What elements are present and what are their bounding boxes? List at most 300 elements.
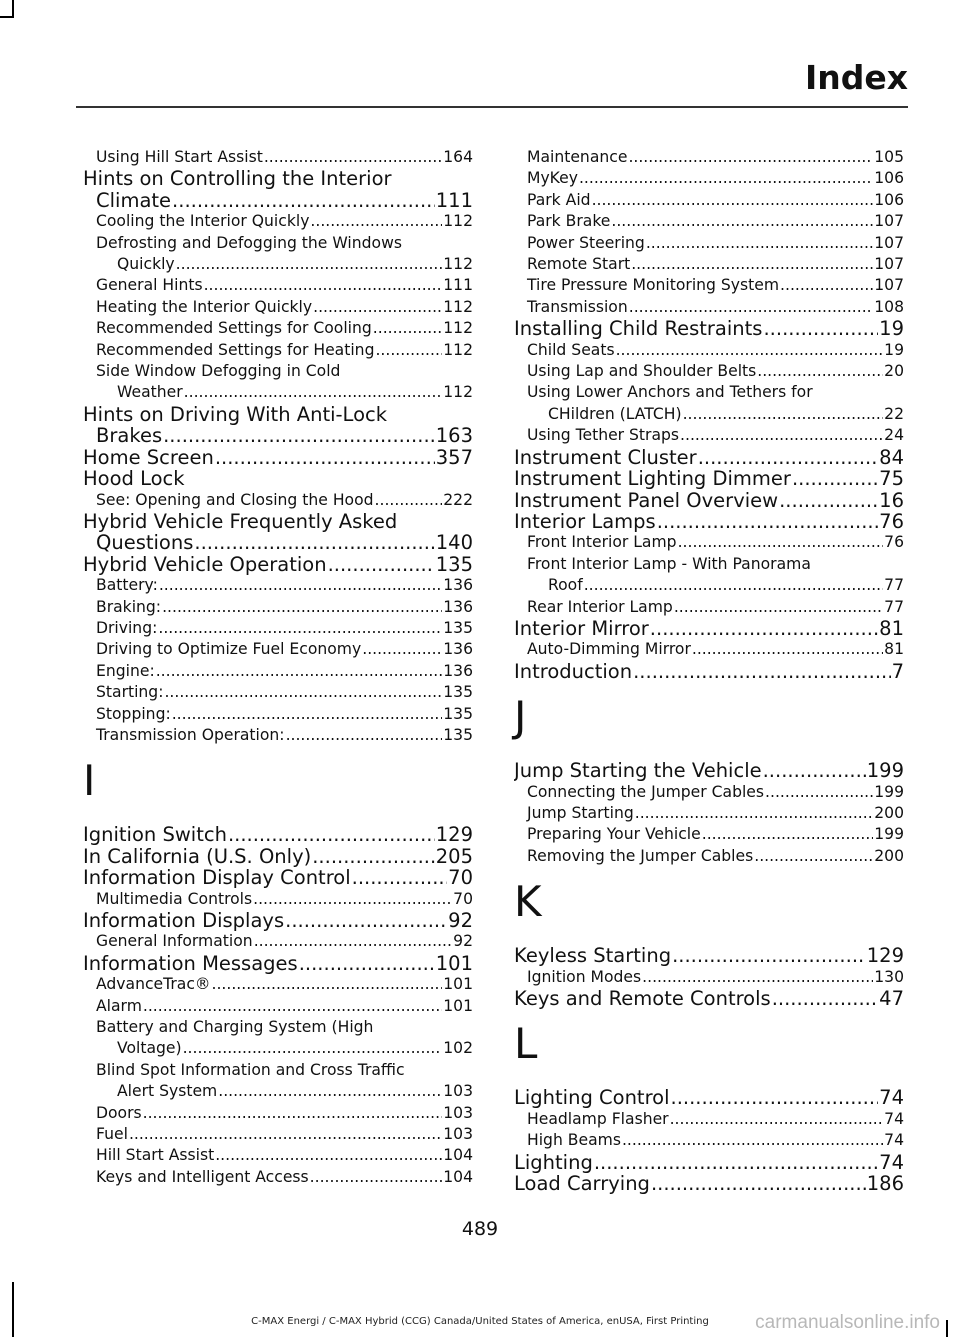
dot-leader xyxy=(629,297,874,318)
index-subentry[interactable] xyxy=(83,1145,473,1166)
entry-title: Hill Start Assist xyxy=(96,1146,215,1165)
entry-title: Load Carrying xyxy=(514,1173,650,1195)
dot-leader xyxy=(310,1167,443,1188)
entry-title: Front Interior Lamp xyxy=(527,533,677,552)
entry-title: Climate xyxy=(96,189,172,212)
entry-page-number: 199 xyxy=(874,782,904,801)
dot-leader xyxy=(631,254,873,275)
index-subentry[interactable] xyxy=(514,404,904,425)
page-number: 489 xyxy=(461,1218,499,1240)
index-subentry-heading: Front Interior Lamp - With Panorama xyxy=(527,554,811,573)
entry-title: Heating the Interior Quickly xyxy=(96,297,313,316)
entry-page-number: 107 xyxy=(874,212,904,231)
entry-page-number: 129 xyxy=(866,945,904,967)
entry-title: Instrument Cluster xyxy=(514,446,697,469)
entry-page-number: 205 xyxy=(435,845,473,868)
entry-title: Weather xyxy=(117,383,183,402)
dot-leader xyxy=(129,1124,442,1145)
index-subentry[interactable] xyxy=(83,382,473,403)
index-subentry[interactable] xyxy=(83,682,473,703)
dot-leader xyxy=(264,147,442,168)
dot-leader xyxy=(299,953,435,974)
dot-leader xyxy=(584,575,883,596)
entry-title: Quickly xyxy=(117,255,175,274)
index-subentry[interactable] xyxy=(514,297,904,318)
entry-page-number: 140 xyxy=(435,532,473,554)
index-subentry[interactable] xyxy=(83,1103,473,1124)
entry-title: Voltage) xyxy=(117,1039,182,1058)
dot-leader xyxy=(159,575,442,596)
index-subentry[interactable] xyxy=(514,575,904,596)
index-entry[interactable] xyxy=(514,511,904,532)
index-subentry[interactable] xyxy=(514,846,904,867)
dot-leader xyxy=(702,824,873,845)
index-letter-heading: I xyxy=(83,756,96,806)
index-subentry[interactable] xyxy=(514,340,904,361)
entry-title: Park Brake xyxy=(527,212,611,231)
entry-page-number: 81 xyxy=(879,617,904,640)
entry-title: Interior Mirror xyxy=(514,617,649,640)
entry-page-number: 135 xyxy=(443,618,473,637)
entry-title: Alert System xyxy=(117,1082,218,1101)
entry-page-number: 22 xyxy=(884,404,904,423)
dot-leader xyxy=(754,846,873,867)
dot-leader xyxy=(312,846,435,867)
entry-title: Interior Lamps xyxy=(514,510,656,533)
index-subentry-heading: Blind Spot Information and Cross Traffic xyxy=(96,1060,405,1079)
entry-title: Engine: xyxy=(96,661,155,680)
entry-page-number: 107 xyxy=(874,255,904,274)
index-subentry[interactable] xyxy=(514,967,904,988)
entry-page-number: 103 xyxy=(443,1125,473,1144)
dot-leader xyxy=(254,931,452,952)
entry-page-number: 164 xyxy=(443,148,473,166)
entry-title: Cooling the Interior Quickly xyxy=(96,212,310,231)
dot-leader xyxy=(628,147,873,168)
entry-page-number: 135 xyxy=(435,553,473,576)
entry-page-number: 130 xyxy=(874,967,904,986)
entry-page-number: 7 xyxy=(891,660,904,683)
entry-page-number: 357 xyxy=(435,446,473,469)
entry-page-number: 74 xyxy=(879,1151,904,1174)
index-entry[interactable] xyxy=(83,554,473,575)
entry-page-number: 101 xyxy=(443,996,473,1015)
dot-leader xyxy=(678,532,884,553)
dot-leader xyxy=(194,532,434,553)
dot-leader xyxy=(672,945,866,966)
entry-page-number: 106 xyxy=(874,190,904,209)
index-entry[interactable] xyxy=(514,447,904,468)
dot-leader xyxy=(650,618,878,639)
entry-page-number: 136 xyxy=(443,597,473,616)
dot-leader xyxy=(698,447,878,468)
dot-leader xyxy=(692,639,883,660)
entry-page-number: 81 xyxy=(884,640,904,659)
index-subentry[interactable] xyxy=(514,824,904,845)
index-subentry[interactable] xyxy=(514,211,904,232)
entry-page-number: 222 xyxy=(443,490,473,509)
entry-title: Information Displays xyxy=(83,910,285,932)
entry-page-number: 77 xyxy=(884,576,904,595)
dot-leader xyxy=(163,425,435,446)
entry-page-number: 19 xyxy=(884,340,904,359)
entry-page-number: 200 xyxy=(874,846,904,865)
entry-title: High Beams xyxy=(527,1131,621,1150)
entry-title: Information Display Control xyxy=(83,867,351,889)
entry-page-number: 199 xyxy=(874,825,904,844)
dot-leader xyxy=(635,803,873,824)
index-column-right xyxy=(514,147,904,1194)
dot-leader xyxy=(375,340,442,361)
entry-title: Introduction xyxy=(514,660,633,683)
entry-page-number: 108 xyxy=(874,297,904,316)
dot-leader xyxy=(375,490,443,511)
dot-leader xyxy=(162,597,442,618)
entry-title: Battery: xyxy=(96,576,158,595)
crop-mark xyxy=(12,1282,14,1337)
entry-title: Multimedia Controls xyxy=(96,889,253,908)
index-subentry[interactable] xyxy=(83,974,473,995)
index-subentry[interactable] xyxy=(83,297,473,318)
dot-leader xyxy=(313,297,442,318)
entry-title: Braking: xyxy=(96,597,162,616)
index-letter-heading: L xyxy=(514,1019,538,1069)
dot-leader xyxy=(176,254,443,275)
entry-title: Remote Start xyxy=(527,255,631,274)
dot-leader xyxy=(164,682,442,703)
entry-title: Using Hill Start Assist xyxy=(96,148,263,166)
dot-leader xyxy=(218,1081,442,1102)
index-subentry-heading: Battery and Charging System (High xyxy=(96,1018,374,1037)
index-subentry-heading: Using Lower Anchors and Tethers for xyxy=(527,383,813,402)
entry-title: Fuel xyxy=(96,1125,128,1144)
dot-leader xyxy=(285,910,447,931)
dot-leader xyxy=(651,1173,866,1194)
watermark: carmanualsonline.info xyxy=(755,1312,940,1333)
dot-leader xyxy=(633,661,890,682)
dot-leader xyxy=(674,597,883,618)
entry-page-number: 74 xyxy=(884,1131,904,1150)
entry-page-number: 70 xyxy=(448,867,473,889)
entry-title: Transmission xyxy=(527,297,628,316)
entry-page-number: 129 xyxy=(435,824,473,846)
entry-page-number: 104 xyxy=(443,1167,473,1186)
entry-page-number: 76 xyxy=(879,510,904,533)
entry-page-number: 101 xyxy=(443,975,473,994)
index-entry[interactable] xyxy=(83,447,473,468)
entry-title: AdvanceTrac® xyxy=(96,975,211,994)
index-entry[interactable] xyxy=(83,190,473,211)
index-entry-heading: Hints on Driving With Anti-Lock xyxy=(83,402,388,426)
entry-title: CHildren (LATCH) xyxy=(548,404,682,423)
entry-title: Auto-Dimming Mirror xyxy=(527,640,691,659)
entry-title: Installing Child Restraints xyxy=(514,318,763,340)
dot-leader xyxy=(215,1145,442,1166)
index-subentry[interactable] xyxy=(83,661,473,682)
dot-leader xyxy=(616,340,884,361)
entry-title: Recommended Settings for Cooling xyxy=(96,319,372,338)
index-subentry[interactable] xyxy=(83,575,473,596)
entry-title: MyKey xyxy=(527,169,578,188)
entry-page-number: 107 xyxy=(874,276,904,295)
index-entry[interactable] xyxy=(514,1087,904,1108)
entry-page-number: 111 xyxy=(443,276,473,295)
index-subentry[interactable] xyxy=(514,275,904,296)
index-subentry[interactable] xyxy=(83,275,473,296)
entry-page-number: 186 xyxy=(866,1173,904,1195)
dot-leader xyxy=(212,974,443,995)
entry-title: Brakes xyxy=(96,425,163,447)
dot-leader xyxy=(780,275,873,296)
entry-page-number: 20 xyxy=(884,362,904,381)
dot-leader xyxy=(310,211,442,232)
entry-title: Driving: xyxy=(96,618,158,637)
entry-title: Home Screen xyxy=(83,446,214,469)
dot-leader xyxy=(579,168,873,189)
dot-leader xyxy=(772,988,878,1009)
index-entry[interactable] xyxy=(514,468,904,489)
entry-page-number: 74 xyxy=(879,1087,904,1109)
entry-title: Keyless Starting xyxy=(514,945,672,967)
index-entry-heading: Hybrid Vehicle Frequently Asked xyxy=(83,509,398,533)
index-subentry[interactable] xyxy=(83,889,473,910)
entry-title: Doors xyxy=(96,1103,142,1122)
entry-page-number: 136 xyxy=(443,661,473,680)
entry-title: Roof xyxy=(548,576,583,595)
entry-title: Tire Pressure Monitoring System xyxy=(527,276,780,295)
entry-page-number: 84 xyxy=(879,446,904,469)
entry-page-number: 75 xyxy=(879,468,904,490)
index-entry[interactable] xyxy=(514,318,904,339)
dot-leader xyxy=(622,1130,883,1151)
entry-title: Stopping: xyxy=(96,704,171,723)
entry-page-number: 112 xyxy=(443,383,473,402)
dot-leader xyxy=(594,1152,878,1173)
entry-title: Child Seats xyxy=(527,340,615,359)
index-subentry[interactable] xyxy=(83,931,473,952)
entry-page-number: 136 xyxy=(443,640,473,659)
index-entry[interactable] xyxy=(83,953,473,974)
dot-leader xyxy=(143,996,442,1017)
index-subentry[interactable] xyxy=(83,996,473,1017)
index-subentry[interactable] xyxy=(83,318,473,339)
entry-page-number: 103 xyxy=(443,1103,473,1122)
entry-title: Lighting xyxy=(514,1151,593,1174)
entry-page-number: 103 xyxy=(443,1082,473,1101)
entry-title: General Hints xyxy=(96,276,203,295)
entry-title: Park Aid xyxy=(527,190,591,209)
index-entry[interactable] xyxy=(514,490,904,511)
dot-leader xyxy=(373,318,442,339)
dot-leader xyxy=(765,782,873,803)
index-subentry[interactable] xyxy=(514,361,904,382)
entry-page-number: 101 xyxy=(435,952,473,975)
index-subentry[interactable] xyxy=(83,597,473,618)
entry-page-number: 74 xyxy=(884,1109,904,1128)
index-entry[interactable] xyxy=(83,867,473,888)
index-subentry-heading: Defrosting and Defogging the Windows xyxy=(96,233,402,252)
entry-page-number: 112 xyxy=(443,340,473,359)
index-subentry[interactable] xyxy=(83,725,473,746)
entry-title: Hybrid Vehicle Operation xyxy=(83,553,327,576)
dot-leader xyxy=(779,490,878,511)
dot-leader xyxy=(592,190,874,211)
index-entry[interactable] xyxy=(83,425,473,446)
entry-title: Keys and Remote Controls xyxy=(514,988,771,1010)
dot-leader xyxy=(642,967,873,988)
index-column-left xyxy=(83,147,473,1188)
entry-title: Jump Starting the Vehicle xyxy=(514,760,762,782)
entry-page-number: 107 xyxy=(874,233,904,252)
index-entry[interactable] xyxy=(514,1173,904,1194)
entry-title: Using Lap and Shoulder Belts xyxy=(527,362,757,381)
index-subentry-heading: Side Window Defogging in Cold xyxy=(96,362,341,381)
dot-leader xyxy=(611,211,873,232)
index-subentry[interactable] xyxy=(514,639,904,660)
index-subentry[interactable] xyxy=(83,211,473,232)
entry-title: See: Opening and Closing the Hood xyxy=(96,490,374,509)
dot-leader xyxy=(172,190,435,211)
entry-title: Maintenance xyxy=(527,148,628,166)
index-subentry[interactable] xyxy=(83,1038,473,1059)
entry-page-number: 92 xyxy=(453,932,473,951)
index-subentry[interactable] xyxy=(514,425,904,446)
entry-page-number: 104 xyxy=(443,1146,473,1165)
entry-page-number: 135 xyxy=(443,683,473,702)
entry-title: Connecting the Jumper Cables xyxy=(527,782,765,801)
entry-title: Lighting Control xyxy=(514,1087,670,1109)
entry-page-number: 112 xyxy=(443,319,473,338)
entry-title: Ignition Modes xyxy=(527,967,642,986)
dot-leader xyxy=(204,275,443,296)
index-subentry[interactable] xyxy=(83,618,473,639)
index-subentry[interactable] xyxy=(514,597,904,618)
entry-page-number: 77 xyxy=(884,597,904,616)
entry-title: Instrument Lighting Dimmer xyxy=(514,468,791,490)
dot-leader xyxy=(352,867,448,888)
index-entry-heading: Hints on Controlling the Interior xyxy=(83,167,392,191)
entry-page-number: 47 xyxy=(879,988,904,1010)
dot-leader xyxy=(757,361,883,382)
index-subentry[interactable] xyxy=(83,254,473,275)
index-subentry[interactable] xyxy=(514,147,904,168)
entry-title: Power Steering xyxy=(527,233,645,252)
index-subentry[interactable] xyxy=(83,639,473,660)
entry-title: Information Messages xyxy=(83,952,298,975)
index-entry[interactable] xyxy=(83,824,473,845)
entry-title: Keys and Intelligent Access xyxy=(96,1167,309,1186)
index-entry[interactable] xyxy=(83,846,473,867)
entry-page-number: 112 xyxy=(443,212,473,231)
dot-leader xyxy=(792,468,878,489)
page-title: Index xyxy=(804,58,908,97)
entry-page-number: 76 xyxy=(884,533,904,552)
dot-leader xyxy=(156,661,443,682)
entry-title: Driving to Optimize Fuel Economy xyxy=(96,640,362,659)
dot-leader xyxy=(680,425,883,446)
index-subentry[interactable] xyxy=(514,782,904,803)
index-entry[interactable] xyxy=(514,1152,904,1173)
entry-page-number: 112 xyxy=(443,255,473,274)
entry-page-number: 106 xyxy=(874,169,904,188)
dot-leader xyxy=(763,318,878,339)
entry-title: Ignition Switch xyxy=(83,824,227,846)
index-subentry[interactable] xyxy=(514,803,904,824)
index-entry[interactable] xyxy=(83,910,473,931)
entry-title: Using Tether Straps xyxy=(527,426,680,445)
entry-title: Instrument Panel Overview xyxy=(514,489,779,511)
header-rule xyxy=(76,106,908,108)
index-subentry[interactable] xyxy=(514,190,904,211)
dot-leader xyxy=(183,1038,443,1059)
index-subentry[interactable] xyxy=(83,340,473,361)
index-subentry[interactable] xyxy=(514,1130,904,1151)
entry-page-number: 105 xyxy=(874,148,904,166)
entry-title: In California (U.S. Only) xyxy=(83,845,312,868)
index-subentry[interactable] xyxy=(514,254,904,275)
index-subentry[interactable] xyxy=(514,168,904,189)
entry-page-number: 92 xyxy=(448,910,473,932)
entry-title: Removing the Jumper Cables xyxy=(527,846,754,865)
index-letter-heading: K xyxy=(514,877,542,927)
entry-page-number: 111 xyxy=(435,189,473,212)
dot-leader xyxy=(228,824,435,845)
footer-note: C-MAX Energi / C-MAX Hybrid (CCG) Canada/United States of America, enUSA, First Printing xyxy=(251,1316,709,1327)
entry-title: Headlamp Flasher xyxy=(527,1109,669,1128)
entry-page-number: 163 xyxy=(435,425,473,447)
index-entry[interactable] xyxy=(514,760,904,781)
index-subentry[interactable] xyxy=(83,490,473,511)
entry-title: Rear Interior Lamp xyxy=(527,597,673,616)
entry-title: Preparing Your Vehicle xyxy=(527,825,701,844)
index-subentry[interactable] xyxy=(514,1109,904,1130)
index-subentry[interactable] xyxy=(83,147,473,168)
dot-leader xyxy=(328,554,435,575)
index-subentry[interactable] xyxy=(83,1124,473,1145)
entry-title: Transmission Operation: xyxy=(96,725,285,744)
dot-leader xyxy=(670,1109,884,1130)
entry-page-number: 200 xyxy=(874,803,904,822)
index-entry-heading: Hood Lock xyxy=(83,467,185,491)
dot-leader xyxy=(143,1103,443,1124)
entry-title: Jump Starting xyxy=(527,803,634,822)
index-entry[interactable] xyxy=(83,532,473,553)
entry-page-number: 135 xyxy=(443,725,473,744)
entry-title: Alarm xyxy=(96,996,142,1015)
index-subentry[interactable] xyxy=(83,1167,473,1188)
index-entry[interactable] xyxy=(514,945,904,966)
dot-leader xyxy=(646,233,873,254)
index-subentry[interactable] xyxy=(83,1081,473,1102)
index-subentry[interactable] xyxy=(83,704,473,725)
entry-title: Questions xyxy=(96,532,194,554)
entry-page-number: 112 xyxy=(443,297,473,316)
entry-page-number: 16 xyxy=(879,489,904,511)
entry-page-number: 136 xyxy=(443,576,473,595)
dot-leader xyxy=(158,618,442,639)
index-entry[interactable] xyxy=(514,661,904,682)
dot-leader xyxy=(362,639,442,660)
dot-leader xyxy=(286,725,443,746)
entry-page-number: 19 xyxy=(879,318,904,340)
index-subentry[interactable] xyxy=(514,532,904,553)
index-entry[interactable] xyxy=(514,618,904,639)
entry-title: General Information xyxy=(96,932,253,951)
index-entry[interactable] xyxy=(514,988,904,1009)
entry-title: Starting: xyxy=(96,683,164,702)
index-subentry[interactable] xyxy=(514,233,904,254)
dot-leader xyxy=(253,889,452,910)
